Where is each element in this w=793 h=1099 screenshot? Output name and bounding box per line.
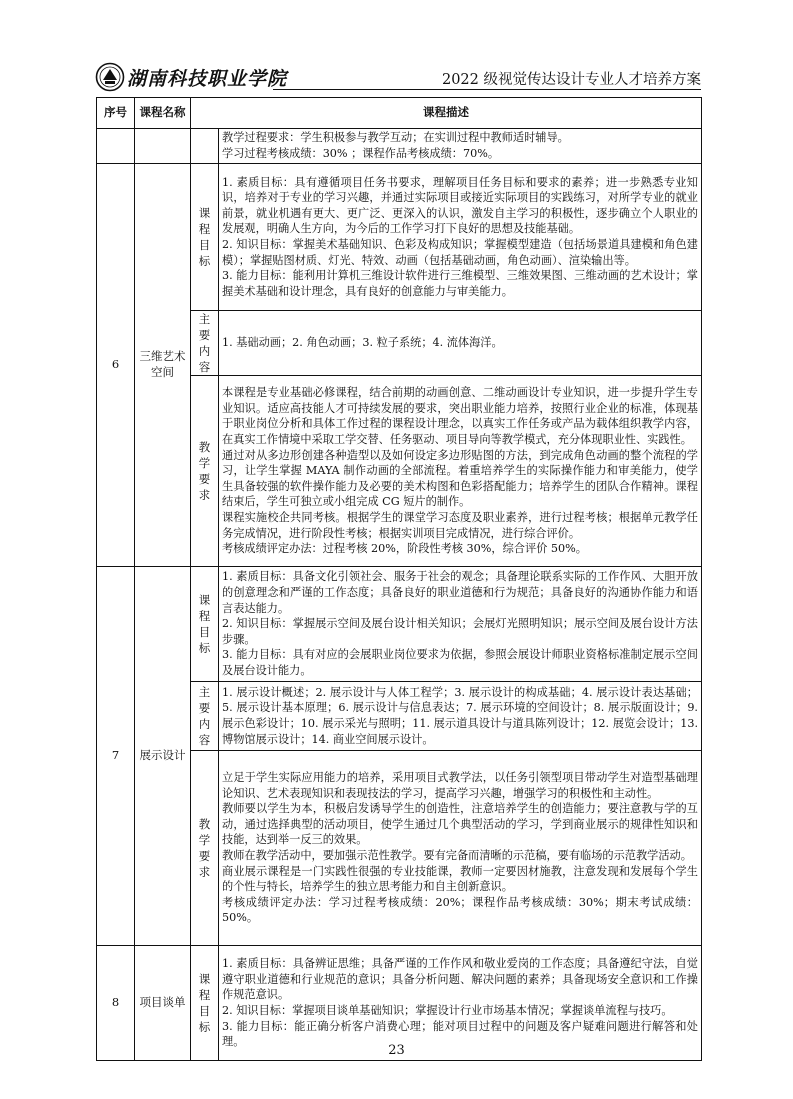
section-label: 教学要求	[191, 376, 219, 567]
section-content: 1. 素质目标：具备辨证思维；具备严谨的工作作风和敬业爱岗的工作态度；具备遵纪守法，自觉遵守职业道德和行业规范的意识；具备分析问题、解决问题的素养；具备现场安全意识和工作操作规范意识。 2. 知识目标：掌握项目谈单基础知识；掌握设计行业市场基本情况；掌握谈单流程与技巧。 3. 能力目标：能正确分析客户消费心理；能对项目过程中的问题及客户疑难问题进行解答和处理。	[219, 946, 702, 1061]
section-content: 本课程是专业基础必修课程，结合前期的动画创意、二维动画设计专业知识，进一步提升学生专业知识。适应高技能人才可持续发展的要求，突出职业能力培养，按照行业企业的标准，体现基于职业岗位分析和具体工作过程的课程设计理念，以真实工作任务或产品为载体组织教学内容，在真实工作情境中采取工学交替、任务驱动、项目导向等教学模式，充分体现职业性、实践性。 通过对从多边形创建各种造型以及如何设定多边形贴图的方法，到完成角色动画的整个流程的学习，让学生掌握 MAYA 制作动画的全部流程。着重培养学生的实际操作能力和审美能力，使学生具备较强的软件操作能力及必要的美术构图和色彩搭配能力；培养学生的团队合作精神。课程结束后，学生可独立或小组完成 CG 短片的制作。 课程实施校企共同考核。根据学生的课堂学习态度及职业素养，进行过程考核；根据单元教学任务完成情况，进行阶段性考核；根据实训项目完成情况，进行综合评价。 考核成绩评定办法：过程考核 20%，阶段性考核 30%，综合评价 50%。	[219, 376, 702, 567]
course-name: 展示设计	[135, 567, 191, 946]
col-header-description: 课程描述	[191, 98, 702, 129]
table-header-row	[97, 98, 702, 129]
continuation-text: 教学过程要求：学生积极参与教学互动；在实训过程中教师适时辅导。 学习过程考核成绩：30% ；课程作品考核成绩：70%。	[219, 129, 702, 164]
page-number: 23	[388, 1043, 405, 1058]
school-seal-icon	[95, 62, 125, 92]
section-label: 课程目标	[191, 946, 219, 1061]
section-content: 1. 展示设计概述；2. 展示设计与人体工程学；3. 展示设计的构成基础；4. 展示设计表达基础；5. 展示设计基本原理；6. 展示设计与信息表达；7. 展示环境的空间设计；8. 展示版面设计；9. 展示色彩设计；10. 展示采光与照明；11. 展示道具设计与道具陈列设计；12. 展览会设计；13. 博物馆展示设计；14. 商业空间展示设计。	[219, 682, 702, 751]
table-row	[97, 164, 702, 311]
header-rule	[273, 89, 701, 90]
course-name: 项目谈单	[135, 946, 191, 1061]
document-title: 2022 级视觉传达设计专业人才培养方案	[441, 72, 701, 88]
section-content: 立足于学生实际应用能力的培养，采用项目式教学法，以任务引领型项目带动学生对造型基础理论知识、艺术表现知识和表现技法的学习，提高学习兴趣，增强学习的积极性和主动性。 教师要以学生为本，积极启发诱导学生的创造性，注意培养学生的创造能力；要注意教与学的互动，通过选择典型的活动项目，使学生通过几个典型活动的学习，学到商业展示的规律性知识和技能，达到举一反三的效果。 教师在教学活动中，要加强示范性教学。要有完备而清晰的示范稿，要有临场的示范教学活动。 商业展示课程是一门实践性很强的专业技能课，教师一定要因材施教，注意发现和发展每个学生的个性与特长，培养学生的独立思考能力和自主创新意识。 考核成绩评定办法：学习过程考核成绩：20%；课程作品考核成绩：30%；期末考试成绩：50%。	[219, 751, 702, 946]
col-header-number: 序号	[97, 98, 135, 129]
table-row	[97, 567, 702, 682]
course-table	[96, 97, 702, 1061]
section-content: 1. 素质目标：具有遵循项目任务书要求，理解项目任务目标和要求的素养；进一步熟悉专业知识，培养对于专业的学习兴趣，并通过实际项目或接近实际项目的实践练习，对所学专业的就业前景，就业机遇有更大、更广泛、更深入的认识，激发自主学习的积极性，逐步确立个人职业的发展观，明确人生方向，为今后的工作学习打下良好的思想及技能基础。 2. 知识目标：掌握美术基础知识、色彩及构成知识；掌握模型建造（包括场景道具建模和角色建模）；掌握贴图材质、灯光、特效、动画（包括基础动画，角色动画）、渲染输出等。 3. 能力目标：能利用计算机三维设计软件进行三维模型、三维效果图、三维动画的艺术设计；掌握美术基础和设计理念，具有良好的创意能力与审美能力。	[219, 164, 702, 311]
page-header	[95, 58, 701, 94]
section-label: 教学要求	[191, 751, 219, 946]
section-label: 课程目标	[191, 567, 219, 682]
course-name: 三维艺术空间	[135, 164, 191, 567]
section-label: 主要内容	[191, 682, 219, 751]
section-content: 1. 素质目标：具备文化引领社会、服务于社会的观念；具备理论联系实际的工作作风、大胆开放的创意理念和严谨的工作态度；具备良好的职业道德和行为规范；具备良好的沟通协作能力和语言表达能力。 2. 知识目标：掌握展示空间及展台设计相关知识；会展灯光照明知识；展示空间及展台设计方法步骤。 3. 能力目标：具有对应的会展职业岗位要求为依据，参照会展设计师职业资格标准制定展示空间及展台设计能力。	[219, 567, 702, 682]
section-label: 课程目标	[191, 164, 219, 311]
course-number: 6	[97, 164, 135, 567]
col-header-course-name: 课程名称	[135, 98, 191, 129]
course-number: 8	[97, 946, 135, 1061]
section-content: 1. 基础动画；2. 角色动画；3. 粒子系统；4. 流体海洋。	[219, 311, 702, 376]
course-number: 7	[97, 567, 135, 946]
table-row	[97, 129, 702, 164]
school-logo-text: 湖南科技职业学院	[127, 68, 288, 90]
section-label: 主要内容	[191, 311, 219, 376]
